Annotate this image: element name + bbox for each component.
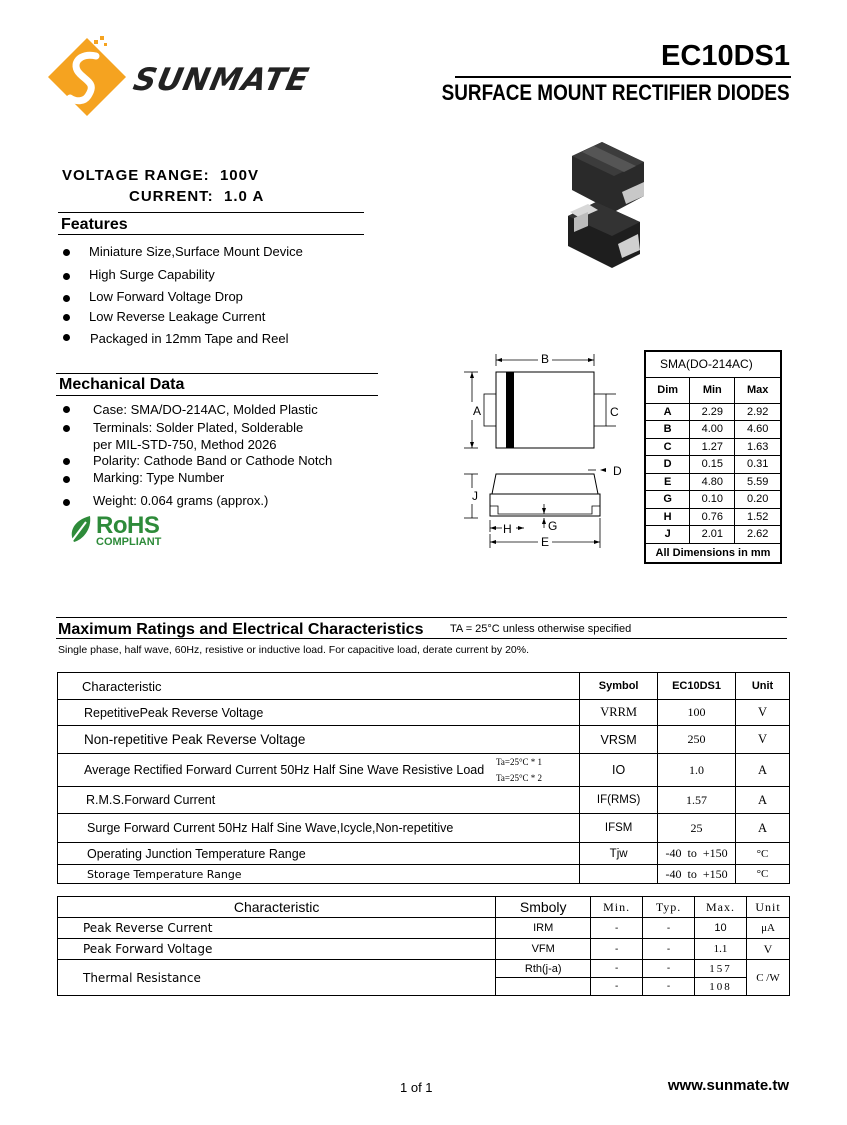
bullet-icon [63,458,70,465]
mechanical-top-rule [56,373,378,374]
sunmate-logo-icon [44,34,130,120]
ratings-note: Single phase, half wave, 60Hz, resistive or inductive load. For capacitive load, derate current by 20%. [58,644,529,656]
mechanical-item: Marking: Type Number [93,470,224,485]
table-row: Peak Reverse Current IRM - - 10 μA [58,918,790,939]
voltage-label: VOLTAGE RANGE: [62,167,210,184]
dimension-table [644,350,782,564]
website-url: www.sunmate.tw [667,1077,789,1094]
table-row: Storage Temperature Range -40 to +150 °C [58,865,790,884]
part-header: EC10DS1 [658,673,736,700]
dim-col-header: Dim [645,377,690,403]
current-rating [129,188,264,205]
part-number: EC10DS1 [661,40,790,72]
bullet-icon [63,406,70,413]
package-name: SMA(DO-214AC) [645,351,781,377]
characteristic-header: Characteristic [58,897,496,918]
max-col-header: Max [735,377,781,403]
table-row: R.M.S.Forward Current IF(RMS) 1.57 A [58,787,790,814]
max-header: Max. [695,897,747,918]
bullet-icon [63,425,70,432]
bullet-icon [63,295,70,302]
table-row: Average Rectified Forward Current 50Hz Half Sine Wave Resistive Load Ta=25°C * 1 Ta=25°C * 2 IO 1.0 A [58,754,790,787]
max-ratings-table [57,672,790,884]
current-label: CURRENT: [129,188,214,205]
bullet-icon [63,249,70,256]
condition-note-2: Ta=25°C * 2 [496,773,543,783]
characteristic-header: Characteristic [58,673,580,700]
features-top-rule [58,212,364,213]
voltage-value: 100V [219,167,259,184]
table-row: RepetitivePeak Reverse Voltage VRRM 100 V [58,700,790,726]
current-value: 1.0 A [224,188,265,205]
table-row: Thermal Resistance Rth(j-a) - - 157 C /W [58,960,790,978]
voltage-range [62,167,259,184]
ratings-condition: TA = 25°C unless otherwise specified [450,623,632,635]
bullet-icon [63,334,70,341]
dim-label-j: J [472,489,478,503]
table-row: H 0.76 1.52 [645,508,781,526]
product-photo [560,138,660,278]
ratings-top-rule [56,617,787,618]
table-row: E 4.80 5.59 [645,473,781,491]
feature-item: Miniature Size,Surface Mount Device [89,244,303,259]
header-divider [455,76,791,78]
dim-label-d: D [613,464,622,478]
rohs-compliant: COMPLIANT [96,536,162,548]
table-row: D 0.15 0.31 [645,456,781,474]
table-row: C 1.27 1.63 [645,438,781,456]
mechanical-title: Mechanical Data [59,376,185,393]
rohs-leaf-icon [66,514,96,548]
feature-item: Low Reverse Leakage Current [89,309,265,324]
table-row: B 4.00 4.60 [645,421,781,439]
table-row: A 2.29 2.92 [645,403,781,421]
page-number: 1 of 1 [400,1080,433,1095]
ratings-title: Maximum Ratings and Electrical Characteristics [58,621,424,638]
dim-label-e: E [541,535,550,549]
mechanical-item: Case: SMA/DO-214AC, Molded Plastic [93,402,318,417]
unit-header: Unit [746,897,789,918]
typ-header: Typ. [643,897,695,918]
features-title: Features [61,216,128,233]
dim-label-c: C [610,405,619,419]
mechanical-item: per MIL-STD-750, Method 2026 [93,437,277,452]
symbol-header: Smboly [496,897,591,918]
document-subtitle: SURFACE MOUNT RECTIFIER DIODES [442,80,790,105]
features-bottom-rule [58,234,364,235]
feature-item: Low Forward Voltage Drop [89,289,243,304]
package-outline-diagram [460,348,620,553]
feature-item: Packaged in 12mm Tape and Reel [90,331,289,346]
bullet-icon [63,314,70,321]
table-row: J 2.01 2.62 [645,526,781,544]
symbol-header: Symbol [580,673,658,700]
logo-wordmark: SUNMATE [130,62,313,98]
dim-label-h: H [503,522,512,536]
dim-label-b: B [541,352,550,366]
table-row: Surge Forward Current 50Hz Half Sine Wave,Icycle,Non-repetitive IFSM 25 A [58,814,790,843]
table-row: Operating Junction Temperature Range Tjw -40 to +150 °C [58,843,790,865]
bullet-icon [63,476,70,483]
mechanical-item: Polarity: Cathode Band or Cathode Notch [93,453,332,468]
dim-label-g: G [548,519,558,533]
bullet-icon [63,273,70,280]
mechanical-item: Terminals: Solder Plated, Solderable [93,420,303,435]
mechanical-bottom-rule [56,395,378,396]
mechanical-item: Weight: 0.064 grams (approx.) [93,493,268,508]
table-row: G 0.10 0.20 [645,491,781,509]
unit-header: Unit [736,673,790,700]
dim-label-a: A [473,404,482,418]
feature-item: High Surge Capability [89,267,215,282]
min-col-header: Min [690,377,735,403]
bullet-icon [63,499,70,506]
min-header: Min. [591,897,643,918]
table-row: Non-repetitive Peak Reverse Voltage VRSM 250 V [58,726,790,754]
table-row: - - 108 [58,978,790,996]
electrical-characteristics-table [57,896,790,996]
condition-note-1: Ta=25°C * 1 [496,757,543,767]
ratings-bottom-rule [56,638,787,639]
table-row: Peak Forward Voltage VFM - - 1.1 V [58,939,790,960]
rohs-title: RoHS [96,512,160,539]
dimension-footnote: All Dimensions in mm [645,543,781,563]
